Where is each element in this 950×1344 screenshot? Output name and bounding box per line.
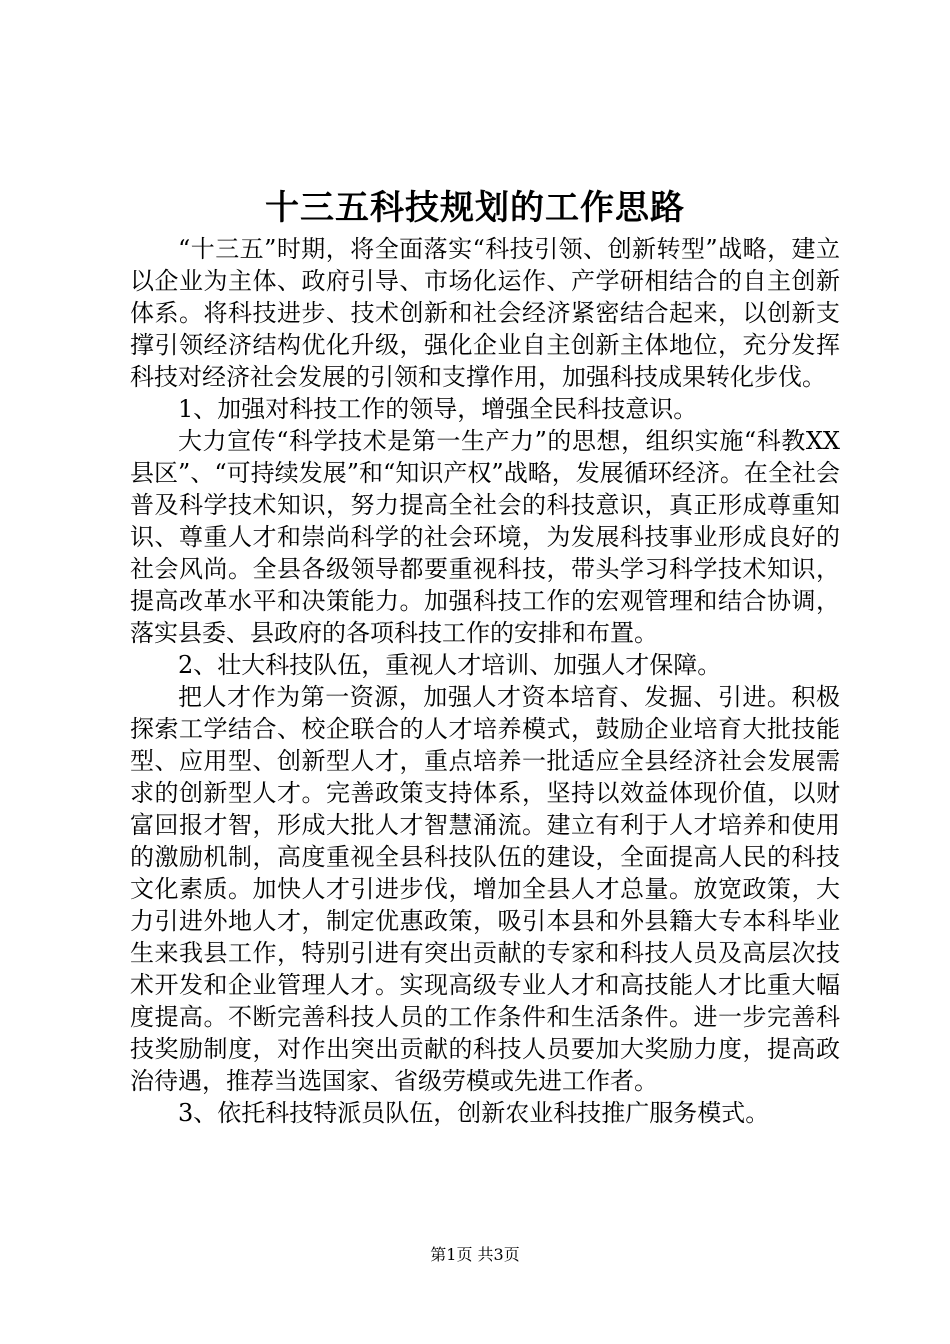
section-heading-3: 3、依托科技特派员队伍，创新农业科技推广服务模式。 <box>178 1099 770 1127</box>
section-2-paragraph: 把人才作为第一资源，加强人才资本培育、发掘、引进。积极探索工学结合、校企联合的人才培养模式，鼓励企业培育大批技能型、应用型、创新型人才，重点培养一批适应全县经济社会发展需求的创新型人才。完善政策支持体系，坚持以效益体现价值，以财富回报才智，形成大批人才智慧涌流。建立有利于人才培养和使用的激励机制，高度重视全县科技队伍的建设，全面提高人民的科技文化素质。加快人才引进步伐，增加全县人才总量。放宽政策，大力引进外地人才，制定优惠政策，吸引本县和外县籍大专本科毕业生来我县工作，特别引进有突出贡献的专家和科技人员及高层次技术开发和企业管理人才。实现高级专业人才和高技能人才比重大幅度提高。不断完善科技人员的工作条件和生活条件。进一步完善科技奖励制度，对作出突出贡献的科技人员要加大奖励力度，提高政治待遇，推荐当选国家、省级劳模或先进工作者。 <box>130 683 840 1095</box>
section-heading-1: 1、加强对科技工作的领导，增强全民科技意识。 <box>178 395 698 423</box>
section-1-paragraph: 大力宣传“科学技术是第一生产力”的思想，组织实施“科教XX县区”、“可持续发展”和“知识产权”战略，发展循环经济。在全社会普及科学技术知识，努力提高全社会的科技意识，真正形成尊重知识、尊重人才和崇尚科学的社会环境，为发展科技事业形成良好的社会风尚。全县各级领导都要重视科技，带头学习科学技术知识，提高改革水平和决策能力。加强科技工作的宏观管理和结合协调，落实县委、县政府的各项科技工作的安排和布置。 <box>130 427 840 647</box>
page-footer: 第1页 共3页 <box>430 1245 520 1264</box>
section-heading-2: 2、壮大科技队伍，重视人才培训、加强人才保障。 <box>178 651 722 679</box>
document-body <box>130 233 840 1129</box>
intro-paragraph: “十三五”时期，将全面落实“科技引领、创新转型”战略，建立以企业为主体、政府引导、市场化运作、产学研相结合的自主创新体系。将科技进步、技术创新和社会经济紧密结合起来，以创新支撑引领经济结构优化升级，强化企业自主创新主体地位，充分发挥科技对经济社会发展的引领和支撑作用，加强科技成果转化步伐。 <box>130 235 840 391</box>
document-title: 十三五科技规划的工作思路 <box>265 188 685 228</box>
